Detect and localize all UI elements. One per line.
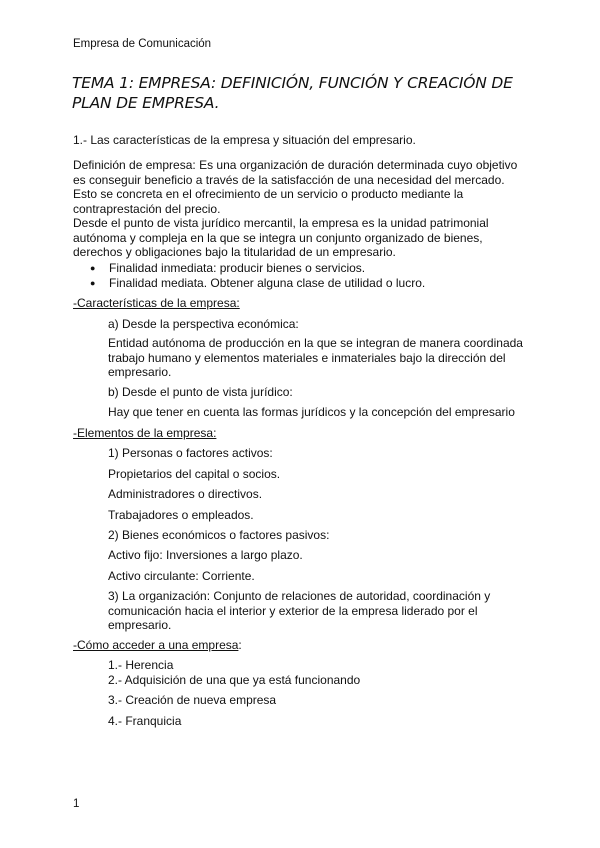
elementos-item: Activo circulante: Corriente. xyxy=(108,569,255,583)
elementos-item: Activo fijo: Inversiones a largo plazo. xyxy=(108,548,303,562)
caracteristicas-b: b) Desde el punto de vista jurídico: xyxy=(108,385,293,399)
elementos-organizacion xyxy=(108,589,540,633)
elementos-item: 2) Bienes económicos o factores pasivos: xyxy=(108,528,330,542)
page-number: 1 xyxy=(73,798,80,810)
definition-line: autónoma y compleja en la que se integra un conjunto organizado de bienes, xyxy=(73,230,483,245)
acceder-heading-row xyxy=(73,638,242,653)
definition-line: Definición de empresa: Es una organización de duración determinada cuyo objetivo xyxy=(73,158,518,172)
acceder-item: 3.- Creación de nueva empresa xyxy=(108,693,277,707)
definition-line: derechos y obligaciones bajo la titularidad de un empresario. xyxy=(73,245,396,259)
elementos-item: 1) Personas o factores activos: xyxy=(108,446,273,460)
text-line: trabajo humano y elementos materiales e inmateriales bajo la dirección del xyxy=(108,350,506,365)
text-line: empresario. xyxy=(108,365,172,379)
text-line: empresario. xyxy=(108,618,172,632)
bullet-item: ● Finalidad mediata. Obtener alguna clase de utilidad o lucro. xyxy=(90,276,425,291)
caracteristicas-heading: -Características de la empresa: xyxy=(73,296,240,310)
acceder-item: 1.- Herencia xyxy=(108,658,174,672)
elementos-item: Trabajadores o empleados. xyxy=(108,508,254,522)
definition-line: es conseguir beneficio a través de la satisfacción de una necesidad del mercado. xyxy=(73,172,505,187)
text-line: comunicación hacia el interior y exterior de la empresa liderado por el xyxy=(108,603,478,618)
bullet-item: ● Finalidad inmediata: producir bienes o servicios. xyxy=(90,261,425,276)
acceder-item: 4.- Franquicia xyxy=(108,714,182,728)
definition-paragraph xyxy=(73,158,543,260)
acceder-heading: -Cómo acceder a una empresa xyxy=(73,638,239,652)
acceder-list xyxy=(108,658,540,687)
document-title: TEMA 1: EMPRESA: DEFINICIÓN, FUNCIÓN Y CREACIÓN DE PLAN DE EMPRESA. xyxy=(72,74,513,112)
acceder-heading-colon: : xyxy=(238,638,242,652)
caracteristicas-a: a) Desde la perspectiva económica: xyxy=(108,317,299,331)
section-heading: 1.- Las características de la empresa y situación del empresario. xyxy=(73,133,416,147)
caracteristicas-b-text: Hay que tener en cuenta las formas jurídicos y la concepción del empresario xyxy=(108,405,515,419)
bullet-list xyxy=(90,261,425,290)
elementos-heading: -Elementos de la empresa: xyxy=(73,426,217,440)
definition-line: contraprestación del precio. xyxy=(73,201,221,216)
definition-line: Esto se concreta en el ofrecimiento de un servicio o producto mediante la xyxy=(73,187,464,201)
text-line: Entidad autónoma de producción en la que se integran de manera coordinada xyxy=(108,336,523,350)
elementos-item: Propietarios del capital o socios. xyxy=(108,467,281,481)
text-line: 3) La organización: Conjunto de relaciones de autoridad, coordinación y xyxy=(108,589,491,603)
caracteristicas-a-text xyxy=(108,336,540,380)
acceder-item: 2.- Adquisición de una que ya está funcionando xyxy=(108,672,361,687)
page-header: Empresa de Comunicación xyxy=(73,38,212,50)
elementos-item: Administradores o directivos. xyxy=(108,487,263,501)
definition-line: Desde el punto de vista jurídico mercantil, la empresa es la unidad patrimonial xyxy=(73,216,489,230)
